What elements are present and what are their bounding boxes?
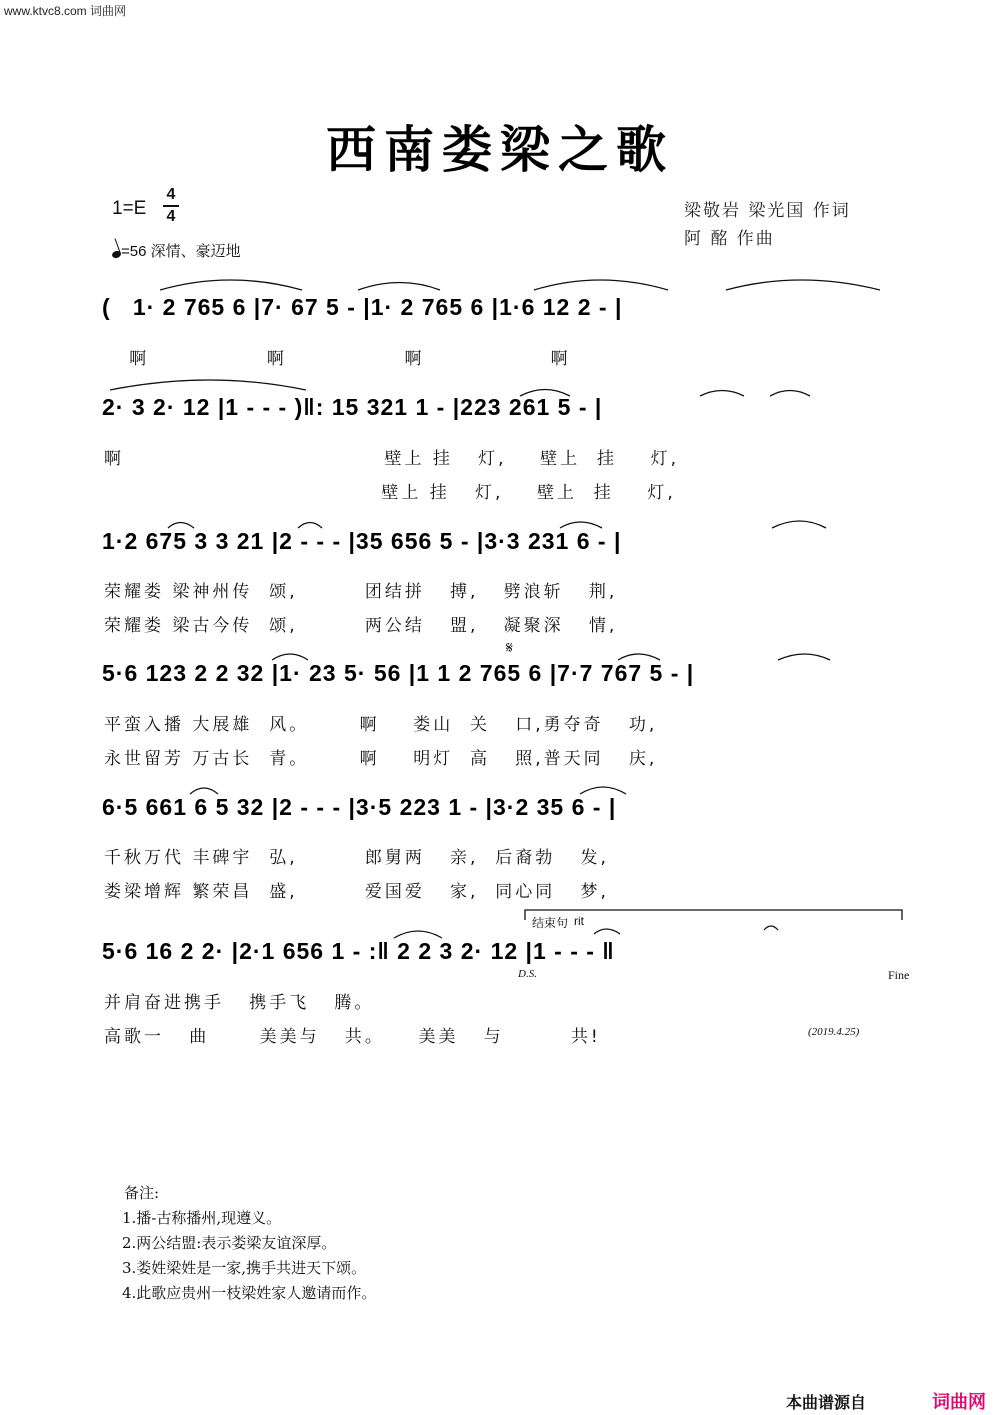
slur-11 [560, 522, 602, 528]
slur-3 [534, 280, 668, 290]
lyricist-credit: 梁敬岩 梁光国 作词 [684, 201, 851, 221]
remark-item: 4.此歌应贵州一枝梁姓家人邀请而作。 [122, 1284, 377, 1302]
score-line-4-lyric-1: 平蛮入播 大展雄 风。 啊 娄山 关 口,勇夺奇 功, [104, 715, 658, 735]
source-note: 本曲谱源自 [786, 1393, 867, 1412]
score-line-3-notes: 1·2 675 3 3 21 |2 - - - |35 656 5 - |3·3 231 6 - | [102, 528, 622, 554]
slur-6 [520, 390, 570, 397]
slur-8 [770, 391, 810, 397]
score-line-2-lyric-2: 壁上 挂 灯, 壁上 挂 灯, [104, 483, 676, 503]
ending-label: 结束句 [532, 916, 569, 930]
remark-item: 3.娄姓梁姓是一家,携手共进天下颂。 [122, 1259, 367, 1277]
score-line-5-lyric-2: 娄梁增辉 繁荣昌 盛, 爱国爱 家, 同心同 梦, [104, 882, 609, 902]
remarks-heading: 备注: [124, 1184, 160, 1202]
slur-13 [272, 654, 308, 660]
date-note: (2019.4.25) [808, 1026, 860, 1038]
score-line-3-lyric-2: 荣耀娄 梁古今传 颂, 两公结 盟, 凝聚深 情, [104, 616, 618, 636]
slur-9 [168, 523, 194, 529]
score-line-2-notes: 2· 3 2· 12 |1 - - - )‖: 15 321 1 - |223 261 5 - | [102, 394, 603, 420]
time-bottom: 4 [166, 208, 176, 225]
fine-marking: Fine [888, 968, 910, 982]
score-line-3-lyric-1: 荣耀娄 梁神州传 颂, 团结拼 搏, 劈浪斩 荆, [104, 582, 618, 602]
slur-18 [394, 931, 442, 938]
score-line-4-lyric-2: 永世留芳 万古长 青。 啊 明灯 高 照,普天同 庆, [104, 749, 658, 769]
key-signature: 1=E [112, 198, 147, 219]
score-line-1-lyric-1: 啊 啊 啊 啊 [104, 349, 571, 369]
brand-logo[interactable]: 词曲网 [932, 1392, 986, 1413]
segno-icon: 𝄋 [506, 638, 513, 657]
slur-15 [778, 654, 830, 660]
site-url[interactable]: www.ktvc8.com 词曲网 [4, 4, 127, 18]
remark-item: 1.播-古称播州,现遵义。 [122, 1209, 282, 1227]
rit-marking: rit [574, 914, 584, 928]
score-line-2-lyric-1: 啊 壁上 挂 灯, 壁上 挂 灯, [104, 449, 679, 469]
fermata-arc [764, 926, 778, 930]
score-line-6-lyric-1: 并肩奋进携手 携手飞 腾。 [104, 993, 375, 1013]
score-line-6-notes: 5·6 16 2 2· |2·1 656 1 - :‖ 2 2 3 2· 12 |1 - - - ‖ [102, 938, 615, 964]
ds-marking: D.S. [518, 968, 537, 980]
time-top: 4 [166, 186, 176, 203]
score-line-6-lyric-2: 高歌一 曲 美美与 共。 美美 与 共! [104, 1027, 601, 1047]
slur-12 [772, 521, 826, 528]
score-line-4-notes: 5·6 123 2 2 32 |1· 23 5· 56 |1 1 2 765 6 |7·7 767 5 - | [102, 660, 695, 686]
slur-4 [726, 280, 880, 290]
song-title: 西南娄梁之歌 [326, 120, 674, 179]
score-line-1-notes: ( 1· 2 765 6 |7· 67 5 - |1· 2 765 6 |1·6 12 2 - | [102, 294, 623, 320]
slur-19 [594, 929, 620, 934]
ending-bracket [525, 910, 902, 920]
slur-5 [110, 380, 306, 390]
remark-item: 2.两公结盟:表示娄梁友谊深厚。 [122, 1234, 337, 1252]
tempo-text: =56 深情、豪迈地 [121, 243, 241, 260]
slur-17 [580, 787, 626, 794]
score-line-5-notes: 6·5 661 6 5 32 |2 - - - |3·5 223 1 - |3·2 35 6 - | [102, 794, 617, 820]
composer-credit: 阿 酩 作曲 [684, 229, 775, 249]
slur-16 [190, 788, 218, 794]
slur-7 [700, 391, 744, 397]
score-line-5-lyric-1: 千秋万代 丰碑宇 弘, 郎舅两 亲, 后裔勃 发, [104, 848, 609, 868]
slur-1 [160, 280, 302, 290]
slur-10 [298, 523, 322, 529]
slur-2 [358, 283, 440, 291]
slur-14 [618, 654, 660, 660]
